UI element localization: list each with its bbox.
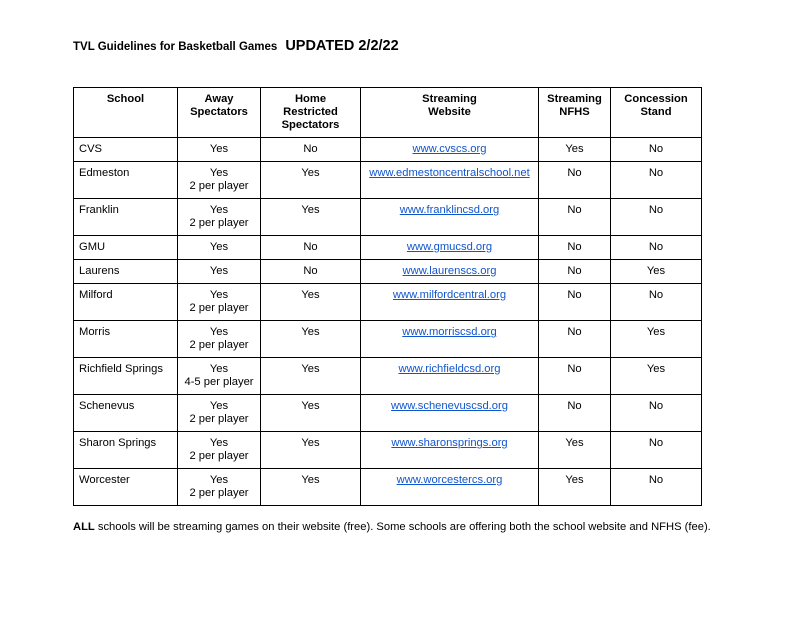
website-cell [361,260,539,284]
away-spectators-cell [178,321,261,358]
streaming-website-link[interactable]: www.edmestoncentralschool.net [369,167,530,179]
school-name: Franklin [74,199,178,236]
concession-cell: No [611,236,702,260]
concession-cell: Yes [611,321,702,358]
away-spectators-cell [178,162,261,199]
website-cell [361,236,539,260]
away-spectators-cell [178,432,261,469]
concession-cell: No [611,432,702,469]
away-spectators-value: Yes [209,400,229,412]
streaming-website-link[interactable]: www.franklincsd.org [399,204,500,216]
table-row [74,321,702,358]
website-cell [361,284,539,321]
streaming-website-link[interactable]: www.richfieldcsd.org [398,363,501,375]
note-emphasis: ALL [73,521,95,533]
school-name: Laurens [74,260,178,284]
home-restricted-cell: No [261,138,361,162]
home-restricted-cell: Yes [261,162,361,199]
streaming-website-link[interactable]: www.schenevuscsd.org [391,400,508,412]
website-cell [361,395,539,432]
home-restricted-cell: Yes [261,358,361,395]
away-spectators-cell [178,199,261,236]
nfhs-cell: No [539,162,611,199]
note-text: schools will be streaming games on their website (free). Some schools are offering both the school website and NFHS (fee). [94,521,711,533]
nfhs-cell: No [539,358,611,395]
updated-date: UPDATED 2/2/22 [285,38,399,54]
table-row [74,395,702,432]
home-restricted-cell: Yes [261,321,361,358]
school-name: Morris [74,321,178,358]
away-spectators-value: Yes [209,289,229,301]
away-spectators-value: Yes [209,474,229,486]
nfhs-cell: Yes [539,138,611,162]
column-header-streaming-nfhs: Streaming NFHS [539,88,611,138]
website-cell [361,138,539,162]
title-text: TVL Guidelines for Basketball Games [73,41,278,53]
concession-cell: No [611,469,702,506]
concession-cell: No [611,284,702,321]
home-restricted-cell: Yes [261,199,361,236]
away-spectators-cell [178,138,261,162]
away-spectators-limit: 2 per player [189,413,249,425]
away-spectators-limit: 2 per player [189,302,249,314]
guidelines-table [73,87,702,506]
column-header-home-restricted: Home Restricted Spectators [261,88,361,138]
nfhs-cell: No [539,260,611,284]
away-spectators-cell [178,469,261,506]
school-name: Richfield Springs [74,358,178,395]
streaming-website-link[interactable]: www.laurenscs.org [402,265,497,277]
nfhs-cell: Yes [539,469,611,506]
streaming-note [73,521,711,533]
away-spectators-limit: 2 per player [189,450,249,462]
website-cell [361,321,539,358]
away-spectators-limit: 2 per player [189,487,249,499]
away-spectators-value: Yes [209,241,229,253]
home-restricted-cell: Yes [261,469,361,506]
away-spectators-cell [178,260,261,284]
away-spectators-limit: 4-5 per player [184,376,254,388]
school-name: Worcester [74,469,178,506]
streaming-website-link[interactable]: www.milfordcentral.org [392,289,507,301]
away-spectators-value: Yes [209,437,229,449]
school-name: Schenevus [74,395,178,432]
school-name: GMU [74,236,178,260]
away-spectators-cell [178,358,261,395]
away-spectators-value: Yes [209,326,229,338]
away-spectators-value: Yes [209,143,229,155]
nfhs-cell: No [539,236,611,260]
concession-cell: No [611,199,702,236]
home-restricted-cell: Yes [261,395,361,432]
away-spectators-cell [178,284,261,321]
away-spectators-value: Yes [209,265,229,277]
streaming-website-link[interactable]: www.morriscsd.org [402,326,497,338]
school-name: Sharon Springs [74,432,178,469]
table-row [74,199,702,236]
away-spectators-value: Yes [209,204,229,216]
concession-cell: Yes [611,260,702,284]
header-row [74,88,702,138]
document-title [73,38,399,54]
away-spectators-limit: 2 per player [189,339,249,351]
streaming-website-link[interactable]: www.sharonsprings.org [391,437,508,449]
website-cell [361,469,539,506]
away-spectators-cell [178,236,261,260]
concession-cell: No [611,162,702,199]
website-cell [361,432,539,469]
home-restricted-cell: No [261,260,361,284]
table-row [74,432,702,469]
streaming-website-link[interactable]: www.cvscs.org [412,143,487,155]
table-row [74,260,702,284]
column-header-streaming-website: Streaming Website [361,88,539,138]
column-header-away-spectators: Away Spectators [178,88,261,138]
school-name: Milford [74,284,178,321]
nfhs-cell: No [539,199,611,236]
website-cell [361,199,539,236]
home-restricted-cell: Yes [261,432,361,469]
website-cell [361,162,539,199]
table-row [74,469,702,506]
school-name: Edmeston [74,162,178,199]
away-spectators-cell [178,395,261,432]
nfhs-cell: No [539,321,611,358]
streaming-website-link[interactable]: www.gmucsd.org [406,241,493,253]
table-row [74,138,702,162]
table-row [74,358,702,395]
concession-cell: No [611,395,702,432]
streaming-website-link[interactable]: www.worcestercs.org [396,474,503,486]
away-spectators-value: Yes [209,363,229,375]
nfhs-cell: No [539,284,611,321]
table-row [74,236,702,260]
column-header-concession: Concession Stand [611,88,702,138]
away-spectators-limit: 2 per player [189,180,249,192]
concession-cell: Yes [611,358,702,395]
away-spectators-limit: 2 per player [189,217,249,229]
concession-cell: No [611,138,702,162]
home-restricted-cell: No [261,236,361,260]
column-header-school: School [74,88,178,138]
nfhs-cell: Yes [539,432,611,469]
away-spectators-value: Yes [209,167,229,179]
website-cell [361,358,539,395]
school-name: CVS [74,138,178,162]
nfhs-cell: No [539,395,611,432]
home-restricted-cell: Yes [261,284,361,321]
table-row [74,162,702,199]
table-row [74,284,702,321]
